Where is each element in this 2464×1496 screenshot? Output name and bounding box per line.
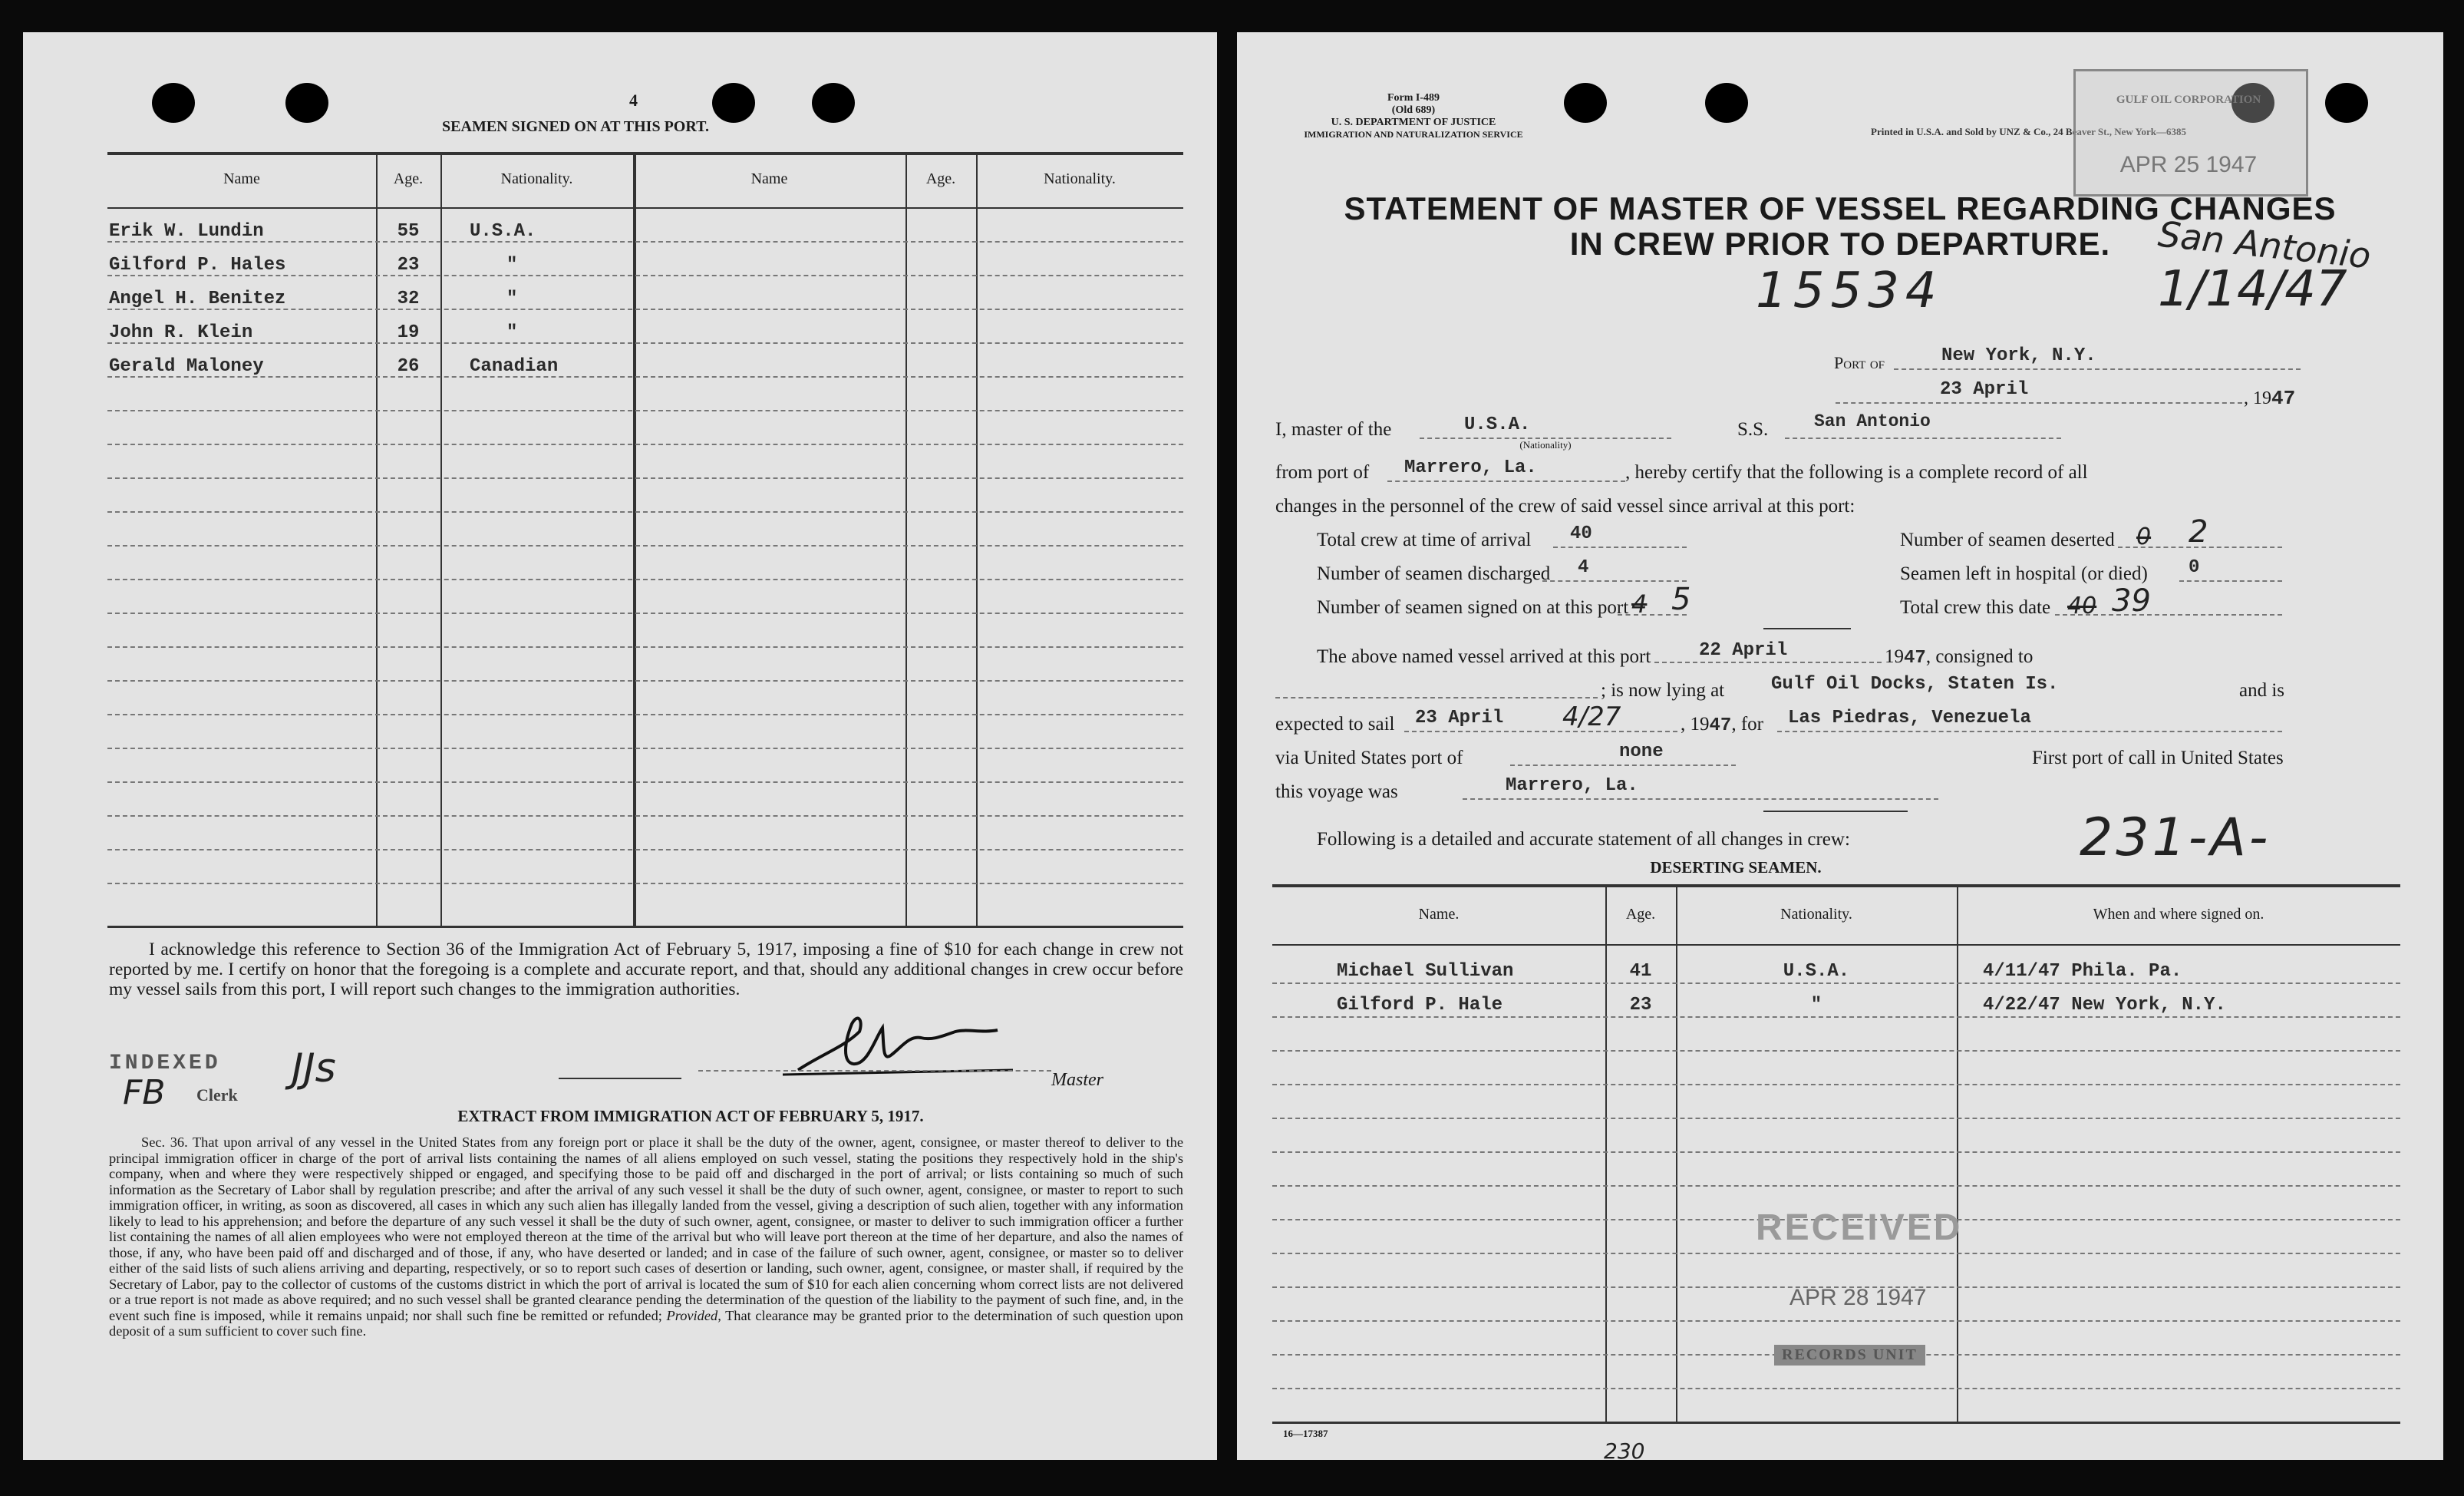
year-prefix-text: 19 (2253, 388, 2271, 408)
total-date-value: 39 (2112, 583, 2151, 619)
voyage-label: this voyage was (1275, 781, 1398, 802)
indexed-stamp: INDEXED (109, 1052, 221, 1075)
form-line (1404, 731, 1677, 732)
punch-hole (2325, 83, 2368, 123)
extract-title: EXTRACT FROM IMMIGRATION ACT OF FEBRUARY 5, 1917. (457, 1107, 924, 1125)
deserter-signed-on: 4/22/47 New York, N.Y. (1983, 995, 2226, 1015)
year-value: 47 (2271, 387, 2296, 410)
column-divider (905, 154, 907, 926)
and-is-text: and is (2239, 680, 2285, 701)
form-title: IN CREW PRIOR TO DEPARTURE. (1569, 226, 2111, 262)
ruled-line (107, 815, 1183, 817)
form-line (1763, 628, 1851, 629)
printed-by: Printed in U.S.A. and Sold by UNZ & Co., 24 Beaver St., New York—6385 (1871, 126, 2186, 137)
column-header: Nationality. (1780, 906, 1852, 923)
master-label: Master (1051, 1070, 1103, 1090)
handwritten-page-number: 230 (1604, 1438, 1645, 1464)
expected-year: , 1947, for (1681, 714, 1763, 736)
lying-label: ; is now lying at (1601, 680, 1725, 701)
for-label: , for (1731, 714, 1763, 735)
port-label: Port of (1834, 353, 1885, 372)
ruled-line (107, 545, 1183, 547)
signed-on-struck-value: 4 (1631, 589, 1648, 619)
seaman-name: Gilford P. Hales (109, 255, 286, 276)
ss-label: S.S. (1737, 419, 1769, 440)
ruled-line (107, 714, 1183, 715)
punch-hole (812, 83, 855, 123)
master-signature (767, 1001, 1021, 1085)
ruled-line (107, 748, 1183, 749)
form-line (1542, 580, 1687, 582)
punch-hole (285, 83, 328, 123)
handwritten-expected-date: 4/27 (1562, 702, 1621, 732)
clerk-initials: FB (123, 1073, 166, 1112)
hospital-label: Seamen left in hospital (or died) (1900, 563, 2148, 584)
expected-value: 23 April (1415, 708, 1504, 728)
ruled-line (1272, 1084, 2400, 1085)
seaman-nationality: U.S.A. (470, 221, 536, 242)
ruled-line (1272, 1253, 2400, 1254)
table-header-rule (107, 207, 1183, 209)
total-arrival-value: 40 (1570, 523, 1592, 544)
seaman-age: 26 (397, 356, 420, 377)
table-top-rule (107, 152, 1183, 155)
signature-rule (698, 1070, 1051, 1072)
ruled-line (107, 477, 1183, 479)
year-prefix: , 1947 (2244, 387, 2296, 410)
deserter-name: Gilford P. Hale (1337, 995, 1503, 1015)
column-header: Age. (1625, 906, 1656, 923)
certify-text: , hereby certify that the following is a complete record of all (1625, 462, 2088, 483)
form-line (1785, 438, 2061, 439)
via-label: via United States port of (1275, 748, 1463, 768)
deserter-age: 23 (1629, 995, 1652, 1015)
column-header: Age. (393, 170, 424, 187)
year-value: 47 (1904, 648, 1926, 669)
form-line (1763, 811, 1908, 812)
ruled-line (107, 680, 1183, 682)
records-unit-stamp: RECORDS UNIT (1774, 1345, 1925, 1366)
deserted-struck-value: 0 (2136, 523, 2152, 550)
column-divider (976, 154, 978, 926)
seaman-name: John R. Klein (109, 322, 253, 343)
following-text: Following is a detailed and accurate statement of all changes in crew: (1317, 829, 1850, 850)
section-36-text (109, 1134, 1183, 1339)
ruled-line (107, 849, 1183, 850)
handwritten-code: 231-A- (2080, 807, 2271, 868)
total-date-struck-value: 40 (2067, 593, 2097, 619)
discharged-value: 4 (1578, 557, 1589, 578)
seaman-age: 23 (397, 255, 420, 276)
seaman-name: Angel H. Benitez (109, 289, 286, 309)
ruled-line (107, 410, 1183, 411)
changes-text: changes in the personnel of the crew of said vessel since arrival at this port: (1275, 496, 1855, 517)
punch-hole (152, 83, 195, 123)
nationality-sublabel: (Nationality) (1519, 439, 1572, 451)
clerk-label: Clerk (196, 1085, 238, 1105)
destination-value: Las Piedras, Venezuela (1788, 708, 2031, 728)
form-number: Form I-489 (1387, 92, 1440, 104)
column-divider (1957, 886, 1958, 1422)
deserted-label: Number of seamen deserted (1900, 530, 2115, 550)
deserter-signed-on: 4/11/47 Phila. Pa. (1983, 961, 2182, 982)
form-line (1894, 368, 2301, 370)
via-value: none (1619, 741, 1664, 762)
punch-hole (712, 83, 755, 123)
nationality-value: U.S.A. (1464, 414, 1531, 435)
arrived-value: 22 April (1699, 640, 1788, 661)
column-header: Name (223, 170, 260, 187)
hospital-value: 0 (2189, 557, 2200, 578)
form-line (2055, 614, 2282, 616)
deserter-name: Michael Sullivan (1337, 961, 1514, 982)
handwritten-date: 1/14/47 (2158, 261, 2347, 318)
punch-hole (1705, 83, 1748, 123)
expected-label: expected to sail (1275, 714, 1395, 735)
seaman-age: 19 (397, 322, 420, 343)
section-body: That upon arrival of any vessel in the United States from any foreign port or place it shall be the duty of the owner, agent, consignee, or master thereof to deliver to the principal immigration officer in charge of the port of arrival lists containing the names of all aliens employed on such vessel, stating the positions they respectively hold in the ship's company, when and where they were respectively shipped or engaged, and specifying those to be paid off and discharged in the port of arrival; or lists containing so much of such information as the Secretary of Labor shall by regulation prescribe; and after the arrival of any such vessel it shall be the duty of such owner, agent, consignee, or master to report to such immigration officer, in writing, as soon as discovered, all cases in which any such alien has illegally landed from the vessel, giving a description of such alien, together with any information likely to lead to his apprehension; and before the departure of any such vessel it shall be the duty of such owner, agent, consignee, or master to deliver to such immigration officer a further list containing the names of all alien employees who were not employed thereon at the time of the arrival but who will leave port thereon at the time of her departure, and also the names of those, if any, who have been paid off and discharged and of those, if any, who have deserted or landed; and in case of the failure of such owner, agent, consignee, or master so to deliver either of the said lists of such aliens arriving and departing, respectively, or so to report such cases of desertion or landing, such owner, agent, consignee, or master shall, if required by the Secretary of Labor, pay to the collector of customs of the customs district in which the port of arrival is located the sum of $10 for each alien concerning whom correct lists are not delivered or a true report is not made as above required; and no such vessel shall be granted clearance pending the determination of the question of the liability to the payment of such fine, and, in the event such fine is imposed, while it remains unpaid; nor shall such fine be remitted or refunded; (109, 1134, 1184, 1323)
consigned-label: , consigned to (1925, 646, 2034, 667)
ruled-line (1272, 1016, 2400, 1018)
ruled-line (107, 781, 1183, 783)
total-date-label: Total crew this date (1900, 597, 2051, 618)
column-divider (440, 154, 442, 926)
stamp-date: APR 25 1947 (2119, 152, 2258, 177)
form-line (1777, 731, 2282, 732)
right-page (1237, 32, 2443, 1464)
year-prefix-text: 19 (1690, 714, 1710, 735)
ruled-line (107, 613, 1183, 614)
ruled-line (107, 376, 1183, 378)
section-provided: Provided, (666, 1307, 721, 1323)
seaman-name: Erik W. Lundin (109, 221, 264, 242)
form-line (1618, 614, 1687, 616)
from-port-value: Marrero, La. (1404, 457, 1537, 478)
ruled-line (1272, 1185, 2400, 1187)
deserted-value: 2 (2189, 514, 2208, 550)
ship-value: San Antonio (1814, 411, 1931, 431)
form-line (1654, 662, 1882, 663)
ruled-line (107, 883, 1183, 884)
form-line (2179, 580, 2282, 582)
seaman-age: 55 (397, 221, 420, 242)
form-line (2118, 547, 2282, 548)
form-line (1553, 547, 1687, 548)
column-header: Name. (1418, 906, 1460, 923)
ruled-line (1272, 1320, 2400, 1322)
master-of-label: I, master of the (1275, 419, 1392, 440)
discharged-label: Number of seamen discharged (1317, 563, 1551, 584)
form-line (1387, 481, 1625, 482)
deserter-nationality: " (1810, 995, 1822, 1015)
seaman-nationality: " (506, 255, 518, 276)
column-divider (633, 154, 636, 926)
ruled-line (107, 511, 1183, 513)
form-title: STATEMENT OF MASTER OF VESSEL REGARDING CHANGES (1344, 190, 2337, 226)
ruled-line (1272, 1388, 2400, 1389)
ruled-line (107, 342, 1183, 344)
handwritten-number: 15534 (1756, 263, 1943, 319)
seaman-nationality: " (506, 322, 518, 343)
first-port-label: First port of call in United States (2032, 748, 2284, 768)
year-prefix-text: 19 (1885, 646, 1904, 667)
ruled-line (1272, 1151, 2400, 1153)
seaman-nationality: " (506, 289, 518, 309)
form-line (1836, 402, 2242, 404)
port-value: New York, N.Y. (1941, 345, 2096, 366)
clerk-initials: JJs (292, 1045, 336, 1091)
ruled-line (107, 444, 1183, 445)
seaman-nationality: Canadian (470, 356, 559, 377)
section-end: That clearance may be granted prior to the determination of such question upon deposit of a sum sufficient to cover such fine. (109, 1307, 1183, 1339)
department-name: U. S. DEPARTMENT OF JUSTICE (1331, 117, 1496, 128)
table-bottom-rule (107, 926, 1183, 928)
ruled-line (107, 646, 1183, 648)
date-value: 23 April (1940, 379, 2029, 400)
seaman-age: 32 (397, 289, 420, 309)
voyage-value: Marrero, La. (1506, 775, 1638, 796)
form-old-number: (Old 689) (1391, 104, 1436, 116)
table-header-rule (1272, 944, 2400, 946)
punch-hole (1564, 83, 1607, 123)
column-header: Nationality. (1044, 170, 1116, 187)
ruled-line (107, 241, 1183, 243)
deserting-title: DESERTING SEAMEN. (1650, 858, 1822, 877)
service-name: IMMIGRATION AND NATURALIZATION SERVICE (1304, 129, 1523, 140)
signature-rule (559, 1078, 681, 1079)
ruled-line (1272, 982, 2400, 984)
arrived-label: The above named vessel arrived at this port (1317, 646, 1651, 667)
page-number: 4 (629, 91, 638, 110)
column-header: Age. (925, 170, 956, 187)
handwritten-ship-name: San Antonio (2156, 213, 2373, 277)
received-date: APR 28 1947 (1789, 1285, 1927, 1310)
ruled-line (1272, 1050, 2400, 1052)
received-stamp: RECEIVED (1756, 1207, 1963, 1248)
signed-on-label: Number of seamen signed on at this port (1317, 597, 1629, 618)
seaman-name: Gerald Maloney (109, 356, 264, 377)
left-page (23, 32, 1217, 1460)
section-title: SEAMEN SIGNED ON AT THIS PORT. (442, 118, 709, 135)
form-line (1275, 697, 1598, 698)
column-header: Nationality. (500, 170, 573, 187)
acknowledgment-text: I acknowledge this reference to Section 36 of the Immigration Act of February 5, 1917, imposing a fine of $10 for each change in crew not reported by me. I certify on honor that the foregoing is a complete and accurate report, and that, should any additional changes in crew occur before my vessel sails from this port, I will report such changes to the immigration authorities. (109, 940, 1183, 999)
signed-on-value: 5 (1671, 582, 1691, 617)
table-bottom-rule (1272, 1422, 2400, 1424)
lying-value: Gulf Oil Docks, Staten Is. (1771, 674, 2059, 695)
column-header: Name (750, 170, 788, 187)
column-header: When and where signed on. (2093, 906, 2264, 923)
stamp-company: GULF OIL CORPORATION (2116, 94, 2261, 106)
table-top-rule (1272, 884, 2400, 887)
from-port-label: from port of (1275, 462, 1370, 483)
form-line (1510, 765, 1736, 766)
ruled-line (107, 579, 1183, 580)
form-line (1463, 798, 1938, 800)
section-label: Sec. 36. (141, 1134, 188, 1150)
deserter-nationality: U.S.A. (1783, 961, 1850, 982)
year-value: 47 (1709, 715, 1732, 736)
total-arrival-label: Total crew at time of arrival (1317, 530, 1532, 550)
footer-code: 16—17387 (1283, 1428, 1328, 1439)
ruled-line (1272, 1118, 2400, 1119)
arrived-year (1885, 646, 2033, 669)
deserter-age: 41 (1629, 961, 1652, 982)
